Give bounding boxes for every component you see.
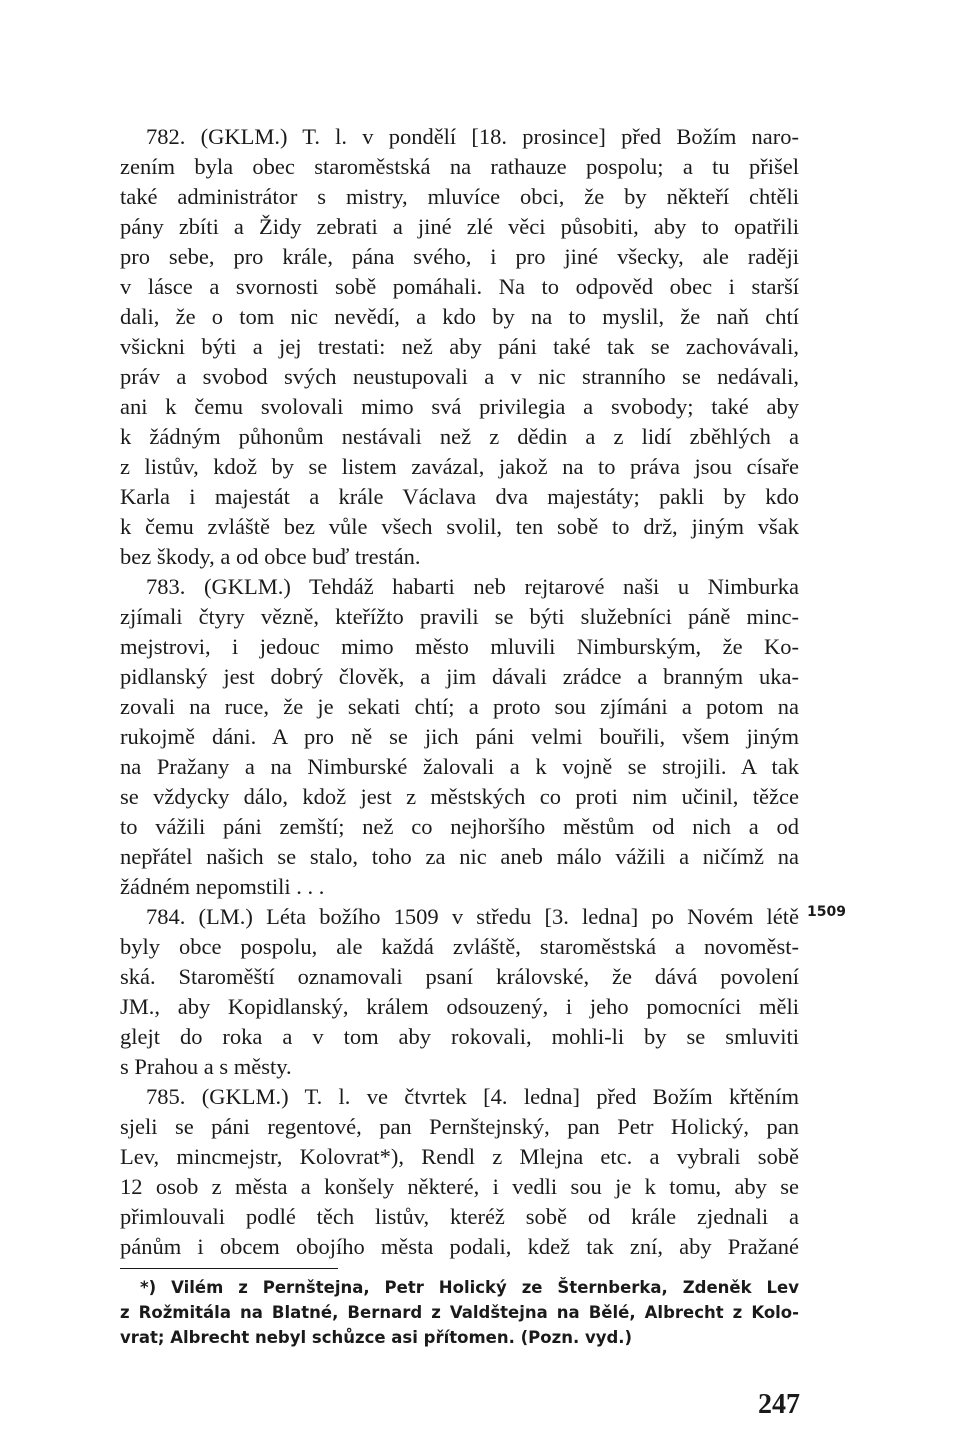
paragraph-782-line: 782. (GKLM.) T. l. v pondělí [18. prosince] před Božím naro- [146,124,799,149]
margin-year-note: 1509 [807,904,846,920]
paragraph-783-line: zjímali čtyry vězně, kteřížto pravili se býti služebníci páně minc- [120,604,799,629]
paragraph-782-line: práv a svobod svých neustupovali a v nic stranního se nedávali, [120,364,799,389]
paragraph-785-line: pánům i obcem obojího města podali, kdež tak zní, aby Pražané [120,1234,799,1259]
paragraph-783-line: 783. (GKLM.) Tehdáž habarti neb rejtarové naši u Nimburka [146,574,799,599]
paragraph-784-line: byly obce pospolu, ale každá zvláště, staroměstská a novoměst- [120,934,799,959]
paragraph-785-line: sjeli se páni regentové, pan Pernštejnský, pan Petr Holický, pan [120,1114,799,1139]
page-number: 247 [758,1389,800,1420]
paragraph-782-line: také administrátor s mistry, mluvíce obci, že by někteří chtěli [120,184,799,209]
paragraph-782-line: pány zbíti a Židy zebrati a jiné zlé věci působiti, aby to opatřili [120,214,799,239]
paragraph-785-line: 12 osob z města a konšely některé, i vedli sou je k tomu, aby se [120,1174,799,1199]
paragraph-783-line: pidlanský jest dobrý člověk, a jim dávali zrádce a branným uka- [120,664,799,689]
paragraph-782-line: všickni býti a jej trestati: než aby páni také tak se zachovávali, [120,334,799,359]
paragraph-782-line: k žádným půhonům nestávali než z dědin a z lidí zběhlých a [120,424,799,449]
paragraph-782-line: zením byla obec staroměstská na rathauze pospolu; a tu přišel [120,154,799,179]
paragraph-783-line: mejstrovi, i jedouc mimo město mluvili Nimburským, že Ko- [120,634,799,659]
paragraph-783-line: zovali na ruce, že je sekati chtí; a proto sou zjímáni a potom na [120,694,799,719]
paragraph-784-line: JM., aby Kopidlanský, králem odsouzený, i jeho pomocníci měli [120,994,799,1019]
footnote-separator [120,1268,338,1269]
paragraph-784-line: glejt do roka a v tom aby rokovali, mohli-li by se smluviti [120,1024,799,1049]
paragraph-784-line: s Prahou a s městy. [120,1054,292,1079]
paragraph-785-line: přimlouvali podlé těch listův, kteréž sobě od krále zjednali a [120,1204,799,1229]
paragraph-782-line: bez škody, a od obce buď trestán. [120,544,421,569]
paragraph-782-line: dali, že o tom nic nevědí, a kdo by na to myslil, že naň chtí [120,304,799,329]
paragraph-782-line: v lásce a svornosti sobě pomáhali. Na to odpověd obec i starší [120,274,799,299]
paragraph-783-line: se vždycky dálo, kdož jest z městských co proti nim učinil, těžce [120,784,799,809]
paragraph-784-line: ská. Staroměští oznamovali psaní královské, že dává povolení [120,964,799,989]
paragraph-785-line: Lev, mincmejstr, Kolovrat*), Rendl z Mlejna etc. a vybrali sobě [120,1144,799,1169]
paragraph-783-line: na Pražany a na Nimburské žalovali a k vojně se strojili. A tak [120,754,799,779]
footnote-line: vrat; Albrecht nebyl schůzce asi přítomen. (Pozn. vyd.) [120,1328,633,1347]
paragraph-782-line: Karla i majestát a krále Václava dva majestáty; pakli by kdo [120,484,799,509]
footnote-line: z Rožmitála na Blatné, Bernard z Valdštejna na Bělé, Albrecht z Kolo- [120,1303,799,1322]
paragraph-782-line: ani k čemu svolovali mimo svá privilegia a svobody; také aby [120,394,799,419]
paragraph-782-line: z listův, kdož by se listem zavázal, jakož na to práva jsou císaře [120,454,799,479]
paragraph-785-line: 785. (GKLM.) T. l. ve čtvrtek [4. ledna] před Božím křtěním [146,1084,799,1109]
paragraph-783-line: rukojmě dáni. A pro ně se jich páni velmi bouřili, všem jiným [120,724,799,749]
paragraph-783-line: to vážili páni zemští; než co nejhoršího městům od nich a od [120,814,799,839]
paragraph-784-line: 784. (LM.) Léta božího 1509 v středu [3. ledna] po Novém létě [146,904,799,929]
paragraph-782-line: pro sebe, pro krále, pána svého, i pro jiné všecky, ale raději [120,244,799,269]
paragraph-783-line: žádném nepomstili . . . [120,874,325,899]
paragraph-783-line: nepřátel našich se stalo, toho za nic aneb málo vážili a ničímž na [120,844,799,869]
footnote-line: *) Vilém z Pernštejna, Petr Holický ze Šternberka, Zdeněk Lev [140,1278,799,1297]
paragraph-782-line: k čemu zvláště bez vůle všech svolil, ten sobě to drž, jiným však [120,514,799,539]
